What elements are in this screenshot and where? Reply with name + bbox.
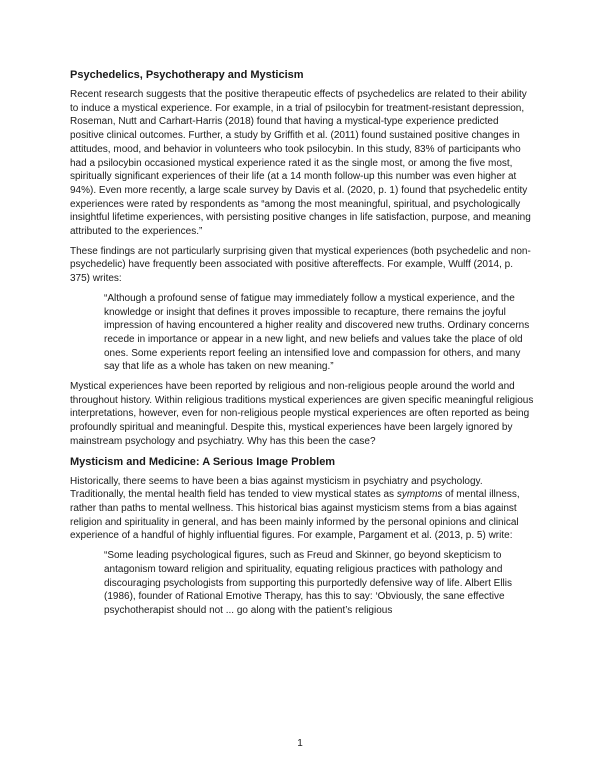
- paragraph-mystical-experiences: Mystical experiences have been reported by religious and non-religious people around the world and throughout history. Within religious traditions mystical experiences are given specific meaningful religious interpretations, however, even for non-religious people mystical experiences are often reported as being profoundly spiritual and meaningful. Despite this, mystical experiences have been largely ignored by mainstream psychology and psychiatry. Why has this been the case?: [70, 381, 534, 447]
- bias-text-end: of mental illness, rather than paths to mental wellness. This historical bias against mysticism stems from a bias against religion and spirituality in general, and has been mainly informed by the personal opinions and clinical experience of a handful of highly influential figures. For example, Pargament et al. (2013, p. 5) write:: [70, 489, 520, 542]
- quote-pargament: “Some leading psychological figures, such as Freud and Skinner, go beyond skepticism to antagonism toward religion and spirituality, equating religious practices with pathology and discouraging psychologists from supporting this purportedly defensive way of life. Albert Ellis (1986), founder of Rational Emotive Therapy, has this to say: ‘Obviously, the sane effective psychotherapist should not ... go along with the patient’s religious: [104, 550, 512, 616]
- page-number: 1: [297, 738, 303, 749]
- paragraph-research: Recent research suggests that the positive therapeutic effects of psychedelics are related to their ability to induce a mystical experience. For example, in a trial of psilocybin for treatment-resistant depression, Roseman, Nutt and Carhart-Harris (2018) found that having a mystical-type experience predicted positive clinical outcomes. Further, a study by Griffith et al. (2011) found sustained positive changes in attitudes, mood, and behavior in volunteers who took psilocybin. In this study, 83% of participants who had a psilocybin occasioned mystical experience rated it as the single most, or among the five most, spiritually significant experiences of their life (at a 14 month follow-up this number was even higher at 94%). Even more recently, a large scale survey by Davis et al. (2020, p. 1) found that psychedelic entity experiences were rated by respondents as “among the most meaningful, spiritual, and psychologically insightful lifetime experiences, with persisting positive changes in life satisfaction, purpose, and meaning attributed to the experiences.”: [70, 89, 531, 238]
- section-heading-psychedelics: Psychedelics, Psychotherapy and Mysticism: [70, 69, 304, 81]
- page-body: [70, 68, 535, 624]
- paragraph-findings: These findings are not particularly surprising given that mystical experiences (both psychedelic and non-psychedelic) have frequently been associated with positive aftereffects. For example, Wulff (2014, p. 375) writes:: [70, 245, 531, 285]
- section-heading-mysticism-medicine: Mysticism and Medicine: A Serious Image Problem: [70, 455, 336, 468]
- quote-wulff: “Although a profound sense of fatigue may immediately follow a mystical experience, and the knowledge or insight that defines it proves impossible to recapture, there remains the joyful impression of having encountered a higher reality and discovered new truths. Ordinary concerns recede in importance or appear in a new light, and new beliefs and values take the place of old ones. Some experients report feeling an intensified love and compassion for others, and many say that life as a whole has taken on new meaning.”: [104, 292, 530, 373]
- emphasis-symptoms: symptoms: [396, 489, 443, 501]
- paragraph-historical-bias: [70, 475, 535, 544]
- bias-text-start: Historically, there seems to have been a bias against mysticism in psychiatry and psychology. Traditionally, the mental health field has tended to view mystical states as: [70, 475, 483, 501]
